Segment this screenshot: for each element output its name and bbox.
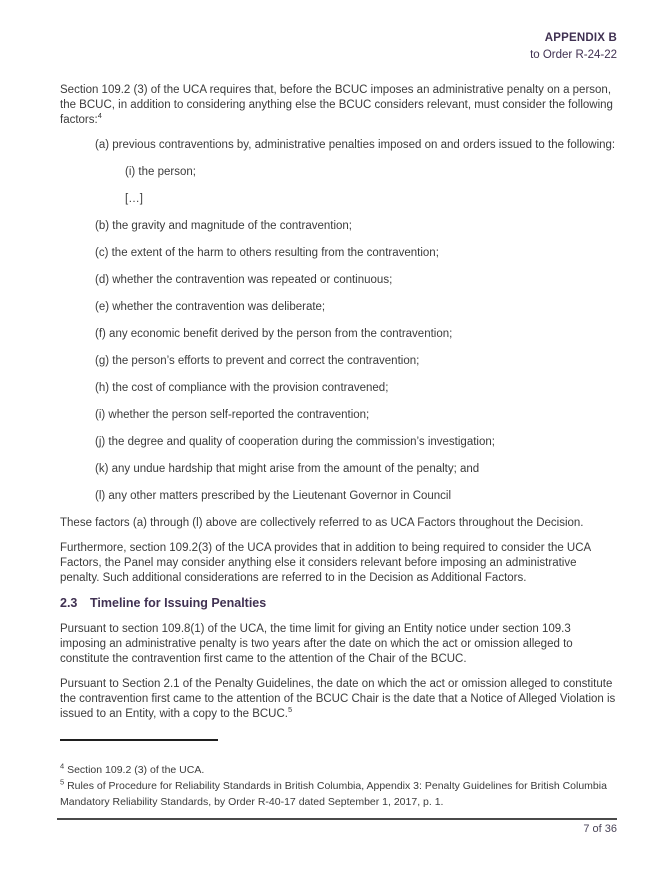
intro-text: Section 109.2 (3) of the UCA requires that, before the BCUC imposes an administrative penalty on a person, the BCUC, in addition to considering anything else the BCUC considers relevant, must consider the following factors:: [60, 84, 613, 126]
document-body: [60, 83, 617, 732]
factor-text: (b) the gravity and magnitude of the contravention;: [95, 220, 352, 232]
page-number: 7 of 36: [583, 823, 617, 835]
footnote-number: 4: [60, 761, 65, 771]
factor-item: [95, 273, 617, 288]
factor-text: (l) any other matters prescribed by the Lieutenant Governor in Council: [95, 490, 452, 502]
factor-item: [95, 435, 617, 450]
section-title: Timeline for Issuing Penalties: [90, 596, 267, 610]
factor-text: (j) the degree and quality of cooperation during the commission’s investigation;: [95, 436, 495, 448]
factor-item: [125, 165, 617, 180]
factor-text: (a) previous contraventions by, administrative penalties imposed on and orders issued to the following:: [95, 139, 616, 151]
footnote-item: [60, 762, 617, 778]
appendix-label: APPENDIX B: [544, 32, 617, 44]
factor-text: (k) any undue hardship that might arise from the amount of the penalty; and: [95, 463, 480, 475]
footnote-list: [60, 762, 617, 810]
timeline-paragraph-2: [60, 677, 617, 722]
footnote-ref-5: 5: [287, 705, 293, 715]
footnote-section: [60, 739, 617, 810]
factor-text: (f) any economic benefit derived by the person from the contravention;: [95, 328, 453, 340]
factor-item: [95, 219, 617, 234]
factor-text: (i) whether the person self-reported the contravention;: [95, 409, 370, 421]
footnote-separator: [60, 739, 218, 741]
factor-text: (h) the cost of compliance with the provision contravened;: [95, 382, 389, 394]
factors-summary-paragraph: These factors (a) through (l) above are collectively referred to as UCA Factors throughout the Decision.: [60, 517, 584, 529]
footnote-item: [60, 778, 617, 810]
timeline-paragraph-1: Pursuant to section 109.8(1) of the UCA, the time limit for giving an Entity notice under section 109.3 imposing an administrative penalty is two years after the date on which the act or omission alleged to constitute the contravention first came to the attention of the Chair of the BCUC.: [60, 623, 573, 665]
order-reference: to Order R-24-22: [530, 49, 617, 61]
factor-item: [95, 327, 617, 342]
footnote-ref-4: 4: [97, 111, 102, 121]
factor-item: [95, 489, 617, 504]
factor-item: [95, 408, 617, 423]
factor-item: [95, 462, 617, 477]
factor-text: (d) whether the contravention was repeated or continuous;: [95, 274, 393, 286]
section-heading: [60, 596, 617, 611]
factor-item: [95, 381, 617, 396]
factor-text: (e) whether the contravention was deliberate;: [95, 301, 326, 313]
timeline-paragraph-2-text: Pursuant to Section 2.1 of the Penalty Guidelines, the date on which the act or omission alleged to constitute the contravention first came to the attention of the BCUC Chair is the date that a Notice of Alleged Violation is issued to an Entity, with a copy to the BCUC.: [60, 678, 616, 720]
footnote-text: Section 109.2 (3) of the UCA.: [67, 764, 205, 776]
factor-item: [95, 246, 617, 261]
intro-paragraph: [60, 83, 617, 128]
factor-text: (c) the extent of the harm to others resulting from the contravention;: [95, 247, 439, 259]
footnote-number: 5: [60, 777, 65, 787]
factor-item: [125, 192, 617, 207]
factor-text: (i) the person;: [125, 166, 196, 178]
factor-text: (g) the person’s efforts to prevent and correct the contravention;: [95, 355, 420, 367]
section-number: 2.3: [60, 596, 78, 610]
footnote-text: Rules of Procedure for Reliability Standards in British Columbia, Appendix 3: Penalty Guidelines for British Columbia Mandatory Reliability Standards, by Order R-40-17 dated September 1, 2017, p. 1.: [60, 780, 607, 808]
furthermore-paragraph: Furthermore, section 109.2(3) of the UCA provides that in addition to being required to consider the UCA Factors, the Panel may consider anything else it considers relevant before imposing an administrative penalty. Such additional considerations are referred to in the Decision as Additional Factors.: [60, 542, 591, 584]
factor-item: [95, 354, 617, 369]
factor-list: [60, 138, 617, 504]
page-footer: [57, 818, 617, 835]
page-header: [530, 30, 617, 64]
factor-text: […]: [125, 193, 143, 205]
factor-item: [95, 300, 617, 315]
factor-item: [95, 138, 617, 153]
